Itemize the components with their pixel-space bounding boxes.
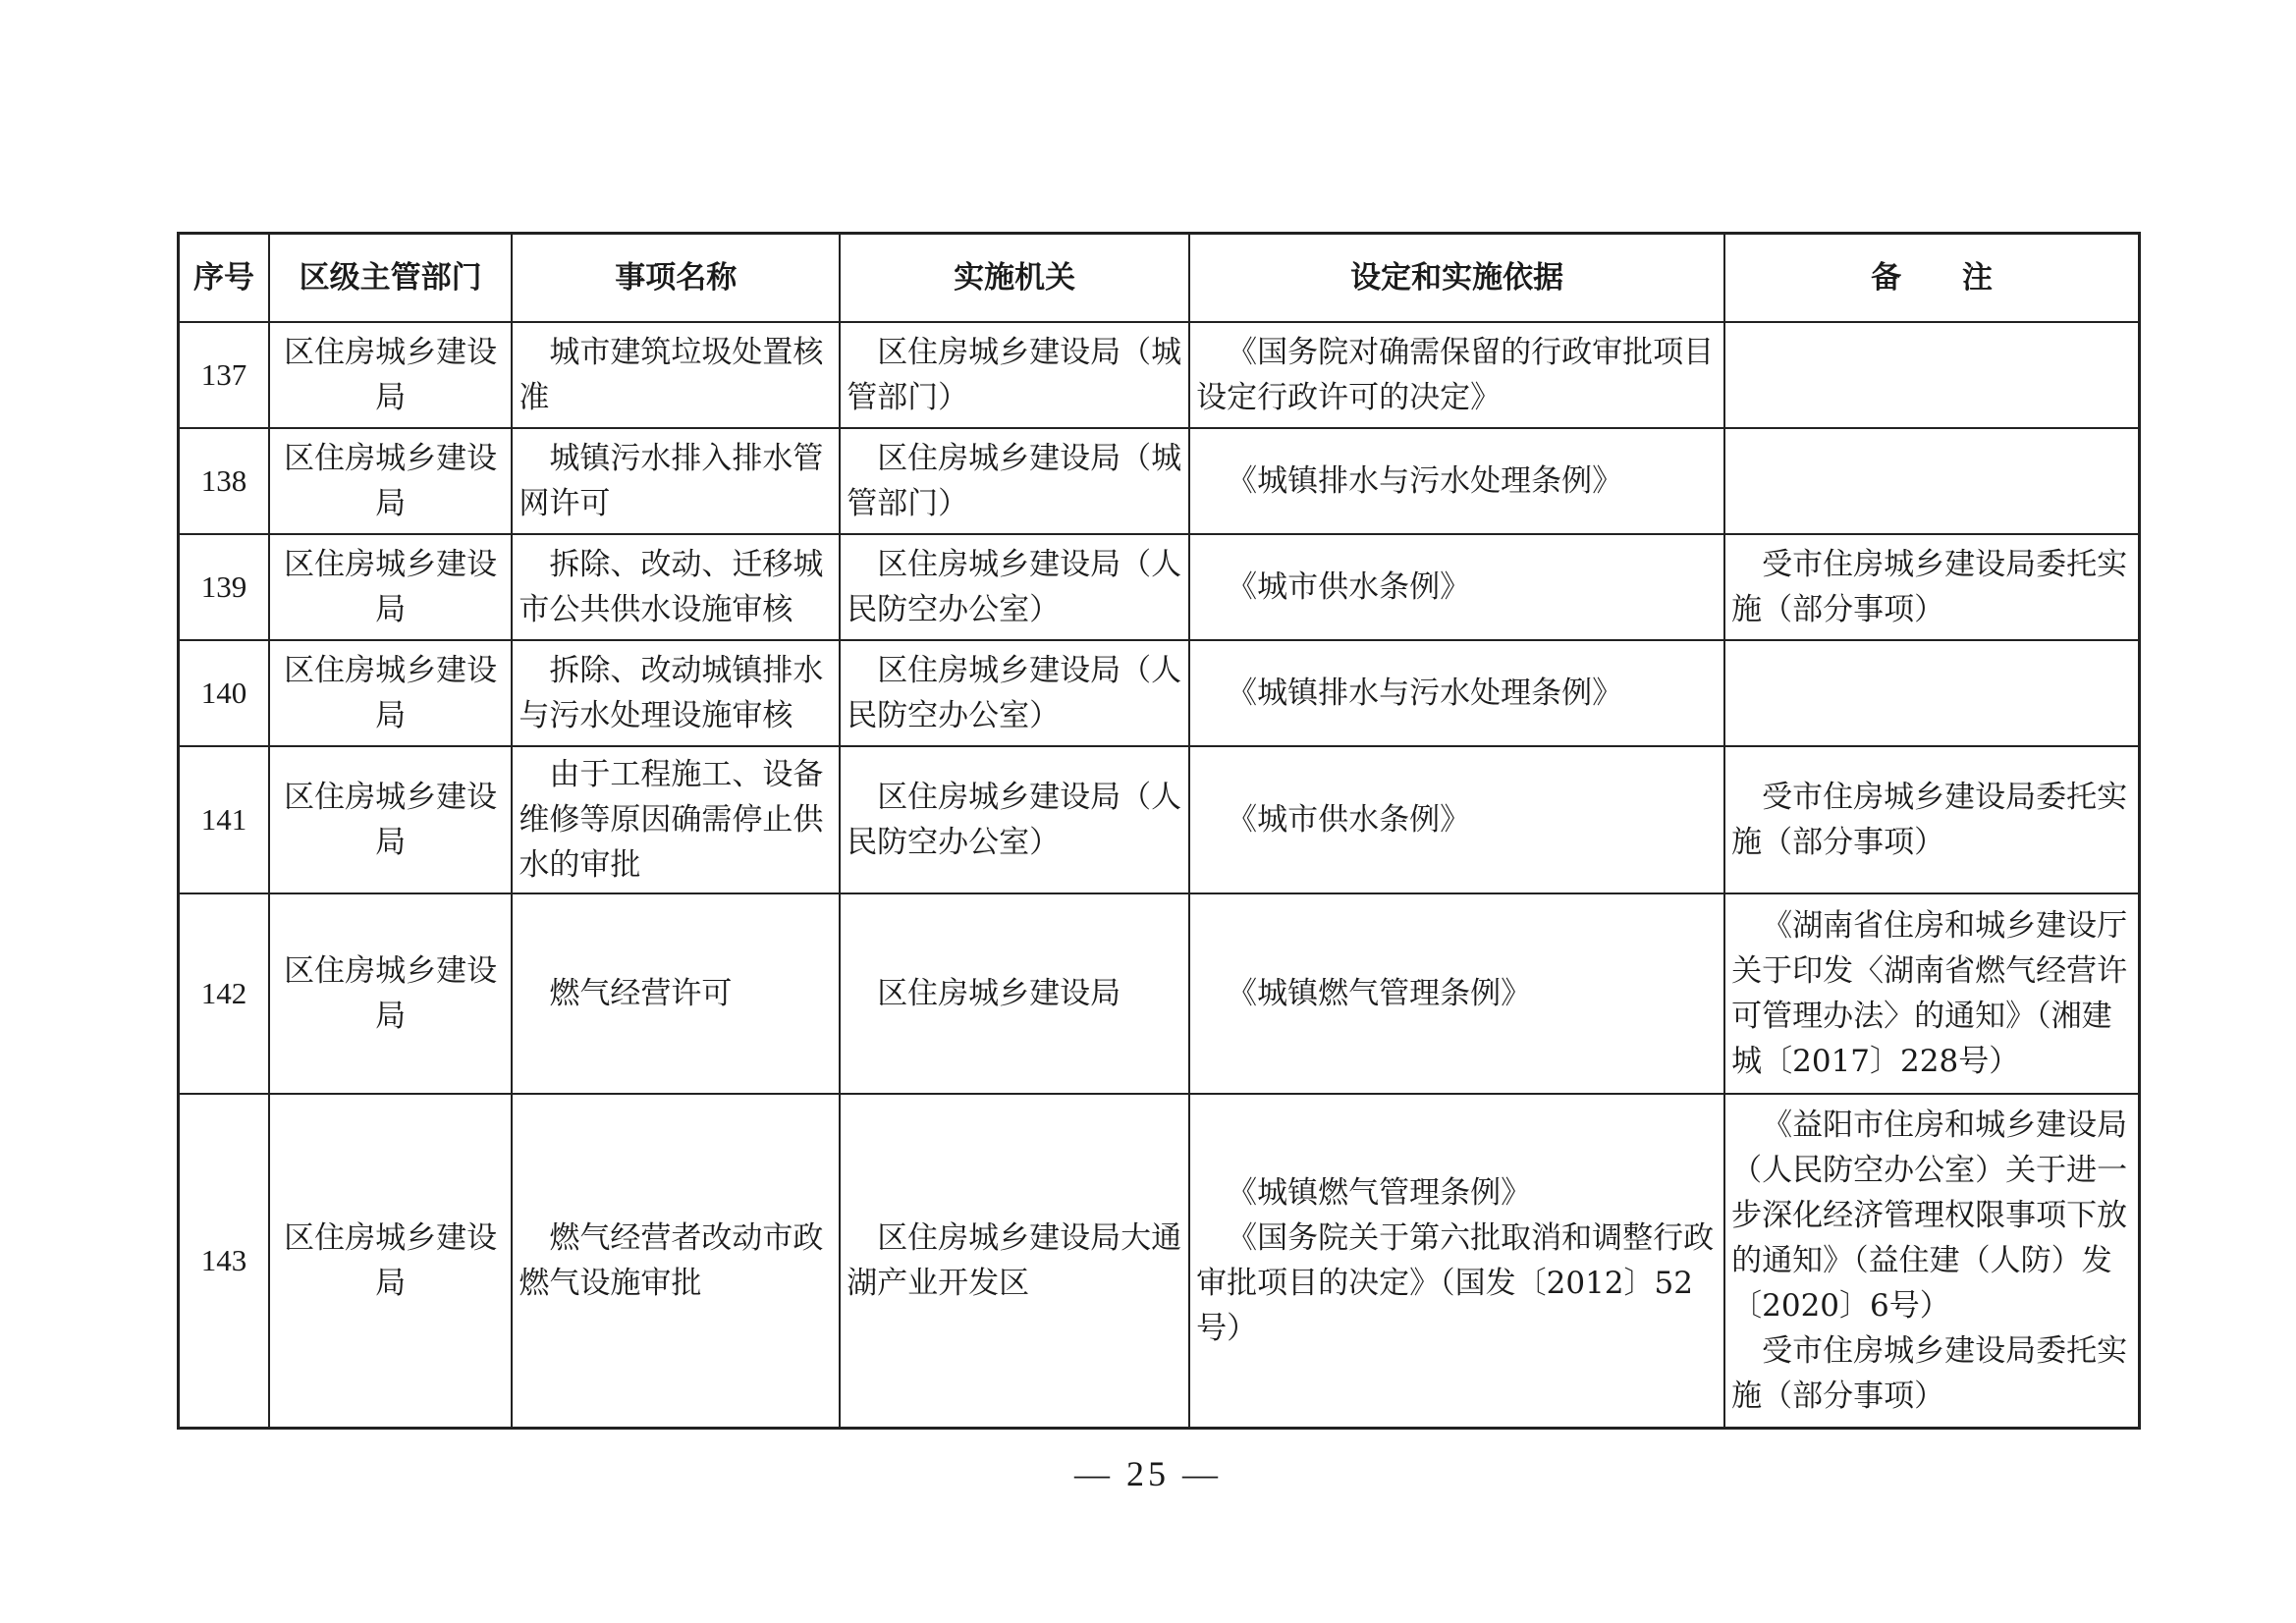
table-row [179,640,2140,746]
basis-line: 《国务院关于第六批取消和调整行政审批项目的决定》（国发〔2012〕52号） [1196,1219,1715,1346]
row-number: 141 [179,746,270,893]
row-basis [1189,322,1724,428]
basis-line: 《城镇燃气管理条例》 [1227,976,1532,1011]
row-dept: 区住房城乡建设局 [269,640,512,746]
row-item: 由于工程施工、设备维修等原因确需停止供水的审批 [512,746,840,893]
row-org: 区住房城乡建设局（人民防空办公室） [840,534,1189,640]
header-no: 序号 [179,234,270,323]
row-org: 区住房城乡建设局（人民防空办公室） [840,746,1189,893]
header-basis: 设定和实施依据 [1189,234,1724,323]
table-header-row [179,234,2140,323]
row-basis [1189,893,1724,1094]
header-org: 实施机关 [840,234,1189,323]
row-note [1724,534,2139,640]
row-number: 137 [179,322,270,428]
table-row [179,428,2140,534]
row-note [1724,428,2139,534]
approval-items-table [177,232,2141,1430]
basis-line: 《城市供水条例》 [1227,569,1471,605]
row-dept: 区住房城乡建设局 [269,534,512,640]
basis-line: 《城市供水条例》 [1227,802,1471,838]
row-note [1724,746,2139,893]
note-line: 受市住房城乡建设局委托实施（部分事项） [1731,1332,2128,1414]
row-number: 142 [179,893,270,1094]
row-org: 区住房城乡建设局（人民防空办公室） [840,640,1189,746]
note-line: 《益阳市住房和城乡建设局（人民防空办公室）关于进一步深化经济管理权限事项下放的通知》（益住建（人防）发〔2020〕6号） [1731,1107,2128,1324]
row-org: 区住房城乡建设局 [840,893,1189,1094]
row-basis [1189,428,1724,534]
row-note [1724,893,2139,1094]
basis-line: 《国务院对确需保留的行政审批项目设定行政许可的决定》 [1196,335,1715,415]
header-item: 事项名称 [512,234,840,323]
note-line: 受市住房城乡建设局委托实施（部分事项） [1731,547,2128,627]
row-basis [1189,746,1724,893]
row-dept: 区住房城乡建设局 [269,893,512,1094]
note-line: 受市住房城乡建设局委托实施（部分事项） [1731,780,2128,860]
row-note [1724,1094,2139,1428]
row-org: 区住房城乡建设局（城管部门） [840,428,1189,534]
row-item: 燃气经营者改动市政燃气设施审批 [512,1094,840,1428]
row-number: 139 [179,534,270,640]
row-basis [1189,534,1724,640]
row-basis [1189,640,1724,746]
row-item: 拆除、改动、迁移城市公共供水设施审核 [512,534,840,640]
row-item: 城镇污水排入排水管网许可 [512,428,840,534]
basis-line: 《城镇排水与污水处理条例》 [1227,676,1623,711]
row-dept: 区住房城乡建设局 [269,1094,512,1428]
row-org: 区住房城乡建设局（城管部门） [840,322,1189,428]
table-row [179,893,2140,1094]
header-dept: 区级主管部门 [269,234,512,323]
table-row [179,322,2140,428]
row-dept: 区住房城乡建设局 [269,428,512,534]
row-item: 燃气经营许可 [512,893,840,1094]
header-note: 备 注 [1724,234,2139,323]
row-basis [1189,1094,1724,1428]
row-number: 143 [179,1094,270,1428]
note-line: 《湖南省住房和城乡建设厅关于印发〈湖南省燃气经营许可管理办法〉的通知》（湘建城〔2017〕228号） [1731,908,2128,1079]
row-number: 138 [179,428,270,534]
row-number: 140 [179,640,270,746]
row-org: 区住房城乡建设局大通湖产业开发区 [840,1094,1189,1428]
basis-line: 《城镇排水与污水处理条例》 [1227,463,1623,499]
row-note [1724,322,2139,428]
page-number: — 25 — [1074,1454,1222,1493]
table-row [179,534,2140,640]
table-row [179,1094,2140,1428]
table-row [179,746,2140,893]
row-item: 城市建筑垃圾处置核准 [512,322,840,428]
basis-line: 《城镇燃气管理条例》 [1227,1174,1532,1211]
row-item: 拆除、改动城镇排水与污水处理设施审核 [512,640,840,746]
row-dept: 区住房城乡建设局 [269,746,512,893]
row-dept: 区住房城乡建设局 [269,322,512,428]
row-note [1724,640,2139,746]
